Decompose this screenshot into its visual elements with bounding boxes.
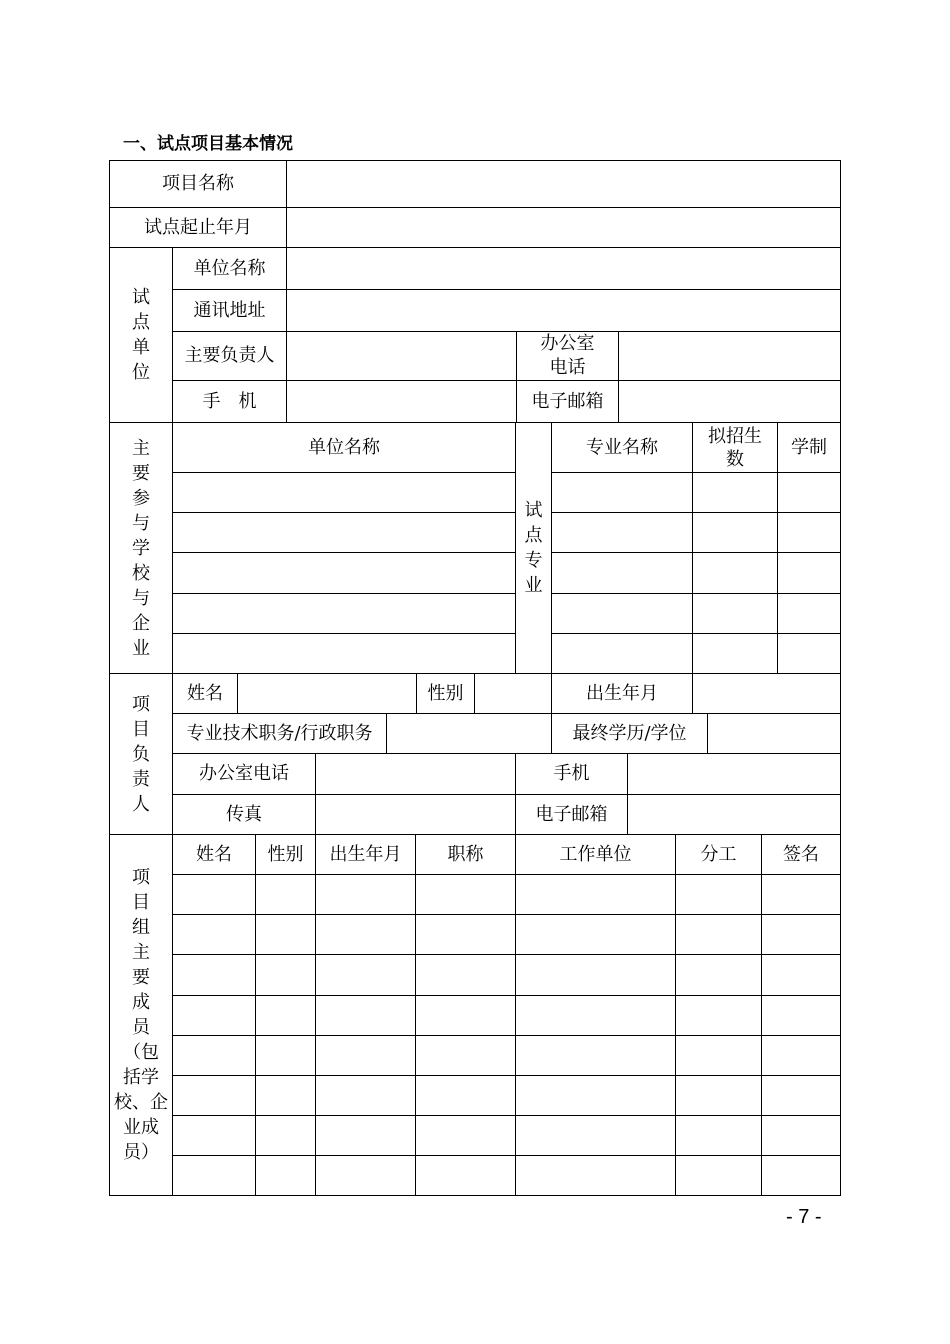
column-header-title: 职称: [447, 843, 484, 865]
enrollment-header: 拟招生 数: [708, 425, 762, 470]
rule: [172, 633, 516, 634]
rule: [172, 874, 841, 875]
pilot-period-label: 试点起止年月: [144, 216, 252, 238]
rule: [551, 552, 841, 553]
leader-fax-label: 传真: [226, 803, 262, 825]
office-phone-field[interactable]: [619, 332, 840, 380]
address-label: 通讯地址: [193, 299, 266, 321]
leader-gender-label: 性别: [427, 682, 464, 704]
leader-name-label: 姓名: [187, 682, 223, 704]
column-header-signature: 签名: [783, 843, 819, 865]
unit-name-field[interactable]: [287, 248, 840, 289]
rule: [415, 834, 416, 1196]
column-header-name: 姓名: [196, 843, 232, 865]
rule: [172, 1075, 841, 1076]
rule: [761, 834, 762, 1196]
duration-header: 学制: [791, 436, 827, 458]
leader-title-label: 专业技术职务/行政职务: [186, 722, 373, 744]
unit-name-label: 单位名称: [193, 257, 266, 279]
leader-degree-label: 最终学历/学位: [572, 722, 687, 744]
pilot-unit-vertical-label: 试 点 单 位: [132, 287, 150, 383]
section-heading: 一、试点项目基本情况: [123, 134, 293, 154]
rule: [172, 512, 516, 513]
column-header-workplace: 工作单位: [559, 843, 632, 865]
rule: [172, 593, 516, 594]
rule: [551, 512, 841, 513]
leader-name-field[interactable]: [238, 674, 416, 713]
rule: [255, 834, 256, 1196]
rule: [172, 954, 841, 955]
project-leader-vertical-label: 项 目 负 责 人: [132, 693, 150, 815]
email-label: 电子邮箱: [531, 390, 604, 412]
column-header-birth: 出生年月: [329, 843, 402, 865]
project-name-label: 项目名称: [162, 173, 234, 194]
leader-gender-field[interactable]: [475, 674, 551, 713]
rule: [551, 633, 841, 634]
leader-field[interactable]: [287, 332, 516, 380]
leader-email-label: 电子邮箱: [535, 803, 608, 825]
mobile-field[interactable]: [287, 381, 516, 422]
project-name-field[interactable]: [287, 161, 840, 207]
leader-fax-field[interactable]: [316, 795, 515, 834]
column-header-role: 分工: [700, 843, 737, 865]
leader-title-field[interactable]: [387, 714, 551, 753]
rule: [172, 472, 516, 473]
leader-degree-field[interactable]: [708, 714, 840, 753]
leader-office-phone-field[interactable]: [316, 754, 515, 794]
table-border-right: [840, 160, 841, 1196]
rule: [315, 834, 316, 1196]
rule: [675, 834, 676, 1196]
partner-vertical-label: 主 要 参 与 学 校 与 企 业: [132, 437, 150, 659]
office-phone-label: 办公室 电话: [540, 333, 595, 378]
rule: [172, 1115, 841, 1116]
rule: [172, 914, 841, 915]
email-field[interactable]: [619, 381, 840, 422]
page-number: - 7 -: [786, 1206, 822, 1228]
rule: [172, 1035, 841, 1036]
rule: [551, 472, 841, 473]
partner-unit-name-header: 单位名称: [308, 436, 380, 458]
column-header-gender: 性别: [267, 843, 304, 865]
leader-label: 主要负责人: [184, 345, 275, 366]
rule: [551, 593, 841, 594]
pilot-period-field[interactable]: [287, 208, 840, 247]
rule: [172, 1155, 841, 1156]
major-name-header: 专业名称: [586, 436, 658, 458]
table-border-bottom: [109, 1195, 841, 1196]
mobile-label: 手 机: [202, 390, 257, 412]
address-field[interactable]: [287, 290, 840, 331]
rule: [515, 834, 516, 1196]
leader-birth-field[interactable]: [693, 674, 840, 713]
leader-birth-label: 出生年月: [586, 682, 658, 704]
rule: [172, 834, 173, 1196]
leader-mobile-label: 手机: [553, 763, 590, 784]
team-members-vertical-label: 项 目 组 主 要 成 员 （包 括学 校、企 业成 员）: [114, 867, 168, 1163]
leader-mobile-field[interactable]: [628, 754, 840, 794]
pilot-major-vertical-label: 试 点 专 业: [524, 500, 543, 596]
leader-office-phone-label: 办公室电话: [199, 763, 289, 784]
rule: [172, 552, 516, 553]
rule: [172, 995, 841, 996]
leader-email-field[interactable]: [628, 795, 840, 834]
